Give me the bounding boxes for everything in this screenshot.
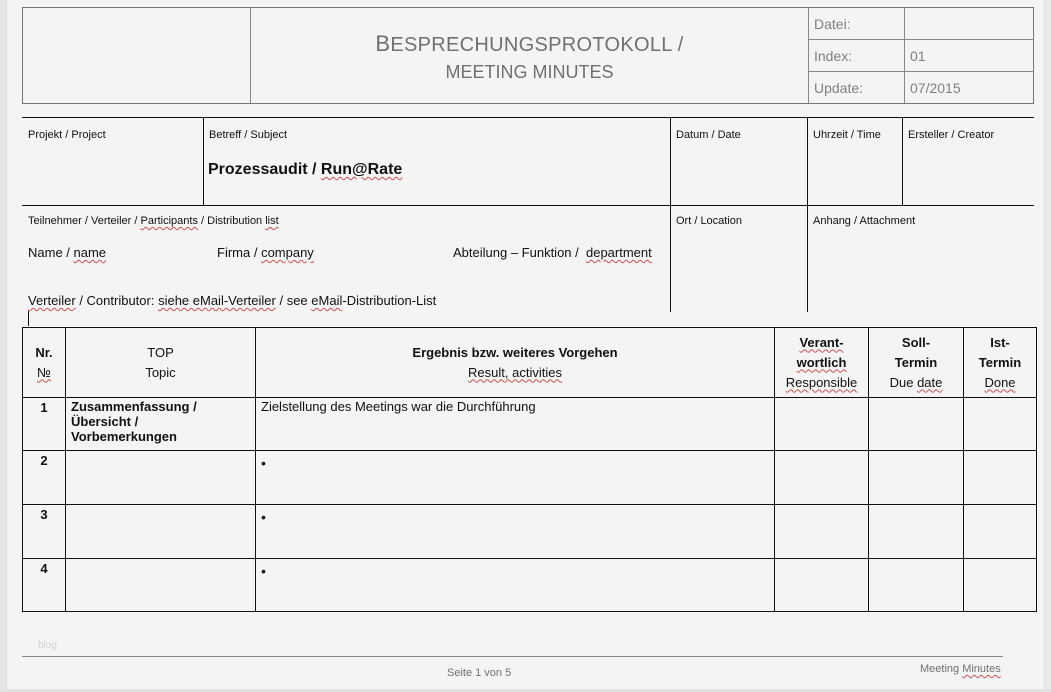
- text: Result, activities: [468, 364, 562, 380]
- row-topic[interactable]: [66, 451, 256, 505]
- text: Topic: [145, 364, 176, 380]
- document-header: [22, 7, 1034, 104]
- row-topic[interactable]: [66, 559, 256, 612]
- text: TOP: [147, 344, 174, 360]
- row-result[interactable]: [256, 559, 775, 612]
- bullet-icon: •: [261, 563, 266, 579]
- subject-value[interactable]: [208, 161, 402, 179]
- text: department: [585, 245, 652, 260]
- title-line-1: [251, 31, 808, 57]
- text: name: [73, 245, 107, 260]
- meta-value[interactable]: [904, 8, 1034, 39]
- row-result[interactable]: Zielstellung des Meetings war die Durchführung: [256, 398, 775, 451]
- creator-label: Ersteller / Creator: [908, 129, 995, 141]
- row-responsible[interactable]: [775, 451, 869, 505]
- table-row: [23, 451, 1037, 505]
- text: Responsible: [785, 374, 858, 390]
- text: Übersicht /: [71, 414, 139, 429]
- text: wortlich: [796, 354, 847, 370]
- text: eMail: [311, 293, 343, 308]
- row-due-date[interactable]: [869, 559, 964, 612]
- text: company: [261, 245, 314, 260]
- row-responsible[interactable]: [775, 505, 869, 559]
- text: Soll-: [901, 334, 931, 350]
- time-cell[interactable]: [807, 118, 902, 205]
- text: / see: [275, 293, 312, 308]
- table-row: [23, 559, 1037, 612]
- footer-document-title: [920, 663, 1001, 675]
- row-done[interactable]: [964, 505, 1037, 559]
- meta-row-file: [808, 8, 1034, 40]
- row-result[interactable]: [256, 505, 775, 559]
- divider: [670, 204, 671, 312]
- text: -Distribution-List: [342, 293, 437, 308]
- meta-value[interactable]: 07/2015: [904, 72, 1034, 103]
- meta-value[interactable]: 01: [904, 40, 1034, 71]
- project-label: Projekt / Project: [28, 129, 106, 141]
- table-row: [23, 398, 1037, 451]
- text: Termin: [978, 354, 1022, 370]
- date-cell[interactable]: [670, 118, 807, 205]
- row-done[interactable]: [964, 398, 1037, 451]
- document-meta: [808, 8, 1034, 103]
- text: №: [37, 364, 51, 380]
- meta-key: Datei:: [814, 16, 851, 32]
- row-nr: 2: [23, 451, 66, 505]
- text: Done: [984, 374, 1016, 390]
- text: Abteilung – Funktion /: [453, 245, 586, 260]
- text: siehe eMail-Verteiler: [158, 293, 276, 308]
- page-edge-right: [1044, 0, 1051, 692]
- footer-ghost-text: blog: [38, 640, 57, 651]
- subject-text-spellcheck: Run@Rate: [320, 161, 403, 178]
- row-responsible[interactable]: [775, 559, 869, 612]
- text: Meeting: [920, 663, 963, 675]
- row-topic[interactable]: [66, 398, 256, 451]
- header-nr: [23, 328, 66, 398]
- header-responsible: [775, 328, 869, 398]
- text: list: [265, 215, 279, 227]
- meta-key: Update:: [814, 80, 864, 96]
- minutes-table: [22, 327, 1037, 612]
- row-due-date[interactable]: [869, 398, 964, 451]
- text: Ist-: [990, 334, 1010, 350]
- distribution-text[interactable]: [28, 293, 436, 308]
- title-line-2: MEETING MINUTES: [445, 62, 614, 82]
- creator-cell[interactable]: [902, 118, 1034, 205]
- row-due-date[interactable]: [869, 505, 964, 559]
- row-topic[interactable]: [66, 505, 256, 559]
- bullet-icon: •: [261, 455, 266, 471]
- text: Vorbemerkungen: [71, 429, 177, 444]
- page-edge-left: [0, 0, 7, 692]
- table-header-row: [23, 328, 1037, 398]
- title-initial: B: [375, 31, 391, 56]
- subject-text: Prozessaudit /: [208, 161, 321, 178]
- footer-page-number: Seite 1 von 5: [447, 667, 512, 679]
- column-company-label: [217, 245, 314, 260]
- column-name-label: [28, 245, 106, 260]
- text: Participants: [140, 215, 198, 227]
- location-label: Ort / Location: [676, 215, 743, 227]
- text: date: [917, 374, 943, 390]
- text: Teilnehmer / Verteiler /: [28, 215, 141, 227]
- text: Name /: [28, 245, 74, 260]
- row-result[interactable]: [256, 451, 775, 505]
- meta-row-index: [808, 40, 1034, 72]
- text: Termin: [894, 354, 938, 370]
- text: Ergebnis bzw. weiteres Vorgehen: [412, 344, 618, 360]
- row-nr: 3: [23, 505, 66, 559]
- table-row: [23, 505, 1037, 559]
- attachment-label: Anhang / Attachment: [813, 215, 916, 227]
- row-responsible[interactable]: [775, 398, 869, 451]
- text: Minutes: [962, 663, 1001, 675]
- row-nr: 1: [23, 398, 66, 451]
- project-cell[interactable]: [22, 118, 203, 205]
- row-due-date[interactable]: [869, 451, 964, 505]
- header-topic: [66, 328, 256, 398]
- text: Verant-: [799, 334, 844, 350]
- text: Firma /: [217, 245, 262, 260]
- header-due-date: Soll- Termin Due date: [869, 328, 964, 398]
- column-department-label: [453, 245, 652, 260]
- info-section-top: [22, 117, 1034, 206]
- title-rest: ESPRECHUNGSPROTOKOLL /: [390, 34, 684, 56]
- divider: [807, 204, 808, 312]
- info-section-participants: [22, 204, 1034, 312]
- logo-placeholder: [23, 8, 251, 103]
- row-done[interactable]: [964, 559, 1037, 612]
- text: / Contributor:: [75, 293, 159, 308]
- text: Zusammenfassung /: [71, 399, 197, 414]
- subject-label: Betreff / Subject: [209, 129, 288, 141]
- participants-label: [28, 215, 279, 227]
- time-label: Uhrzeit / Time: [813, 129, 881, 141]
- meta-row-update: [808, 72, 1034, 103]
- text-cursor: [28, 311, 29, 326]
- header-result: [256, 328, 775, 398]
- text: / Distribution: [197, 215, 266, 227]
- row-done[interactable]: [964, 451, 1037, 505]
- text: Verteiler: [28, 293, 76, 308]
- row-nr: 4: [23, 559, 66, 612]
- header-done: [964, 328, 1037, 398]
- document-title: [251, 8, 809, 103]
- footer-divider: [22, 656, 1003, 657]
- text: Nr.: [35, 344, 53, 360]
- meta-key: Index:: [814, 48, 853, 64]
- bullet-icon: •: [261, 509, 266, 525]
- date-label: Datum / Date: [676, 129, 741, 141]
